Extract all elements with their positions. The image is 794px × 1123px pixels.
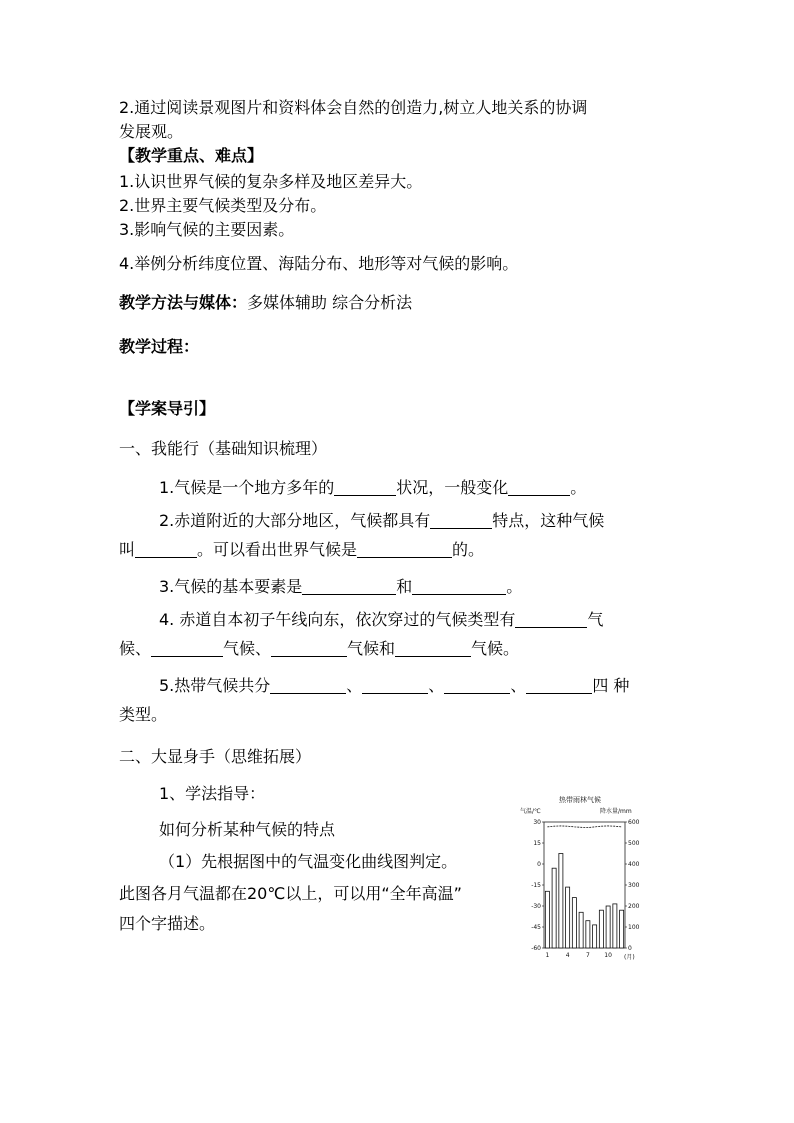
question-4-text-d: 气候、 [223,639,272,658]
question-5-text-e: 四 种 [592,676,630,695]
teaching-method-value: 多媒体辅助 综合分析法 [247,293,413,312]
answer-blank[interactable] [151,640,223,657]
question-1-text-c: 。 [570,478,587,497]
temp-tick-label: -15 [531,882,541,889]
question-2-text-e: 的。 [452,540,485,559]
precip-bar-11 [613,904,617,948]
teaching-process-heading: 教学过程： [119,337,200,356]
precip-tick-label: 400 [628,861,640,868]
question-4-line1 [159,609,603,631]
how-to-analyze: 如何分析某种气候的特点 [159,820,336,839]
question-2-text-c: 叫 [119,540,136,559]
answer-blank[interactable] [362,677,428,694]
analysis-line-1: （1）先根据图中的气温变化曲线图判定。 [159,852,458,871]
precip-bar-7 [586,921,590,948]
temperature-ticks [531,819,544,952]
precip-bar-8 [593,925,597,948]
answer-blank[interactable] [508,479,570,496]
answer-blank[interactable] [357,541,452,558]
answer-blank[interactable] [302,578,396,595]
temp-tick-label: -45 [531,924,541,931]
question-5-text-a: 5.热带气候共分 [159,676,271,695]
analysis-line-2: 此图各月气温都在20℃以上，可以用“全年高温” [119,884,462,903]
answer-blank[interactable] [430,512,492,529]
temp-tick-label: 15 [533,840,541,847]
question-2-line1 [159,510,604,532]
answer-blank[interactable] [135,541,197,558]
precip-tick-label: 500 [628,840,640,847]
precipitation-bars [545,854,623,949]
question-5-line1 [159,675,629,697]
climate-chart [518,793,638,963]
answer-blank[interactable] [515,611,587,628]
question-2-line2 [119,539,484,561]
temperature-curve [547,826,621,828]
precip-bar-4 [566,887,570,948]
precip-bar-9 [599,910,603,948]
month-tick-label: 7 [585,952,590,959]
temperature-axis-label: 气温/℃ [520,808,541,815]
precip-tick-label: 300 [628,882,640,889]
teaching-goal-2-line2: 发展观。 [119,122,184,141]
section-1-heading: 一、我能行（基础知识梳理） [119,439,328,458]
question-4-text-a: 4. 赤道自本初子午线向东，依次穿过的气候类型有 [159,610,516,629]
precip-tick-label: 600 [628,819,640,826]
key-point-3: 3.影响气候的主要因素。 [119,220,295,239]
question-3-text-a: 3.气候的基本要素是 [159,577,303,596]
section-2-heading: 二、大显身手（思维拓展） [119,747,312,766]
temp-tick-label: -60 [531,945,541,952]
question-5-text-d: 、 [510,676,527,695]
month-tick-label: 10 [604,952,612,959]
precip-tick-label: 0 [628,945,632,952]
precip-tick-label: 200 [628,903,640,910]
precip-tick-label: 100 [628,924,640,931]
month-tick-label: 1 [545,952,550,959]
precip-bar-12 [620,910,624,948]
key-point-1: 1.认识世界气候的复杂多样及地区差异大。 [119,172,423,191]
answer-blank[interactable] [270,677,346,694]
month-tick-label: 4 [565,952,570,959]
study-guide-heading: 【学案导引】 [119,399,216,418]
temp-tick-label: -30 [531,903,541,910]
question-5-text-c: 、 [428,676,445,695]
precip-bar-10 [606,906,610,948]
month-axis-label: (月) [624,954,635,961]
precipitation-axis-label: 降水量/mm [600,808,632,815]
question-4-line2 [119,638,519,660]
answer-blank[interactable] [334,479,396,496]
analysis-line-3: 四个字描述。 [119,914,216,933]
answer-blank[interactable] [444,677,510,694]
question-4-text-c: 候、 [119,639,152,658]
answer-blank[interactable] [526,677,592,694]
answer-blank[interactable] [271,640,347,657]
question-3 [159,576,522,598]
chart-title: 热带雨林气候 [559,796,601,804]
key-point-4: 4.举例分析纬度位置、海陆分布、地形等对气候的影响。 [119,254,519,273]
answer-blank[interactable] [395,640,471,657]
question-5-text-b: 、 [346,676,363,695]
key-points-heading: 【教学重点、难点】 [119,146,264,165]
precipitation-ticks [625,819,640,952]
question-2-text-a: 2.赤道附近的大部分地区，气候都具有 [159,511,431,530]
teaching-method-label: 教学方法与媒体： [119,293,248,312]
question-2-text-b: 特点，这种气候 [492,511,605,530]
question-4-text-e: 气候和 [347,639,396,658]
precip-bar-3 [559,854,563,949]
precip-bar-6 [579,912,583,948]
question-3-text-c: 。 [506,577,523,596]
question-3-text-b: 和 [396,577,413,596]
precip-bar-5 [572,898,576,948]
teaching-method [119,292,412,314]
question-5-line2: 类型。 [119,705,168,724]
study-method-guide: 1、学法指导： [159,784,266,803]
temp-tick-label: 0 [537,861,541,868]
teaching-goal-2-line1: 2.通过阅读景观图片和资料体会自然的创造力,树立人地关系的协调 [119,98,588,117]
precip-bar-1 [545,891,549,948]
month-ticks [545,952,612,959]
question-1-text-b: 状况，一般变化 [396,478,509,497]
precip-bar-2 [552,868,556,948]
question-1-text-a: 1.气候是一个地方多年的 [159,478,335,497]
question-4-text-f: 气候。 [471,639,520,658]
question-4-text-b: 气 [587,610,604,629]
question-2-text-d: 。可以看出世界气候是 [197,540,358,559]
answer-blank[interactable] [412,578,506,595]
question-1 [159,477,586,499]
temp-tick-label: 30 [533,819,541,826]
key-point-2: 2.世界主要气候类型及分布。 [119,196,327,215]
